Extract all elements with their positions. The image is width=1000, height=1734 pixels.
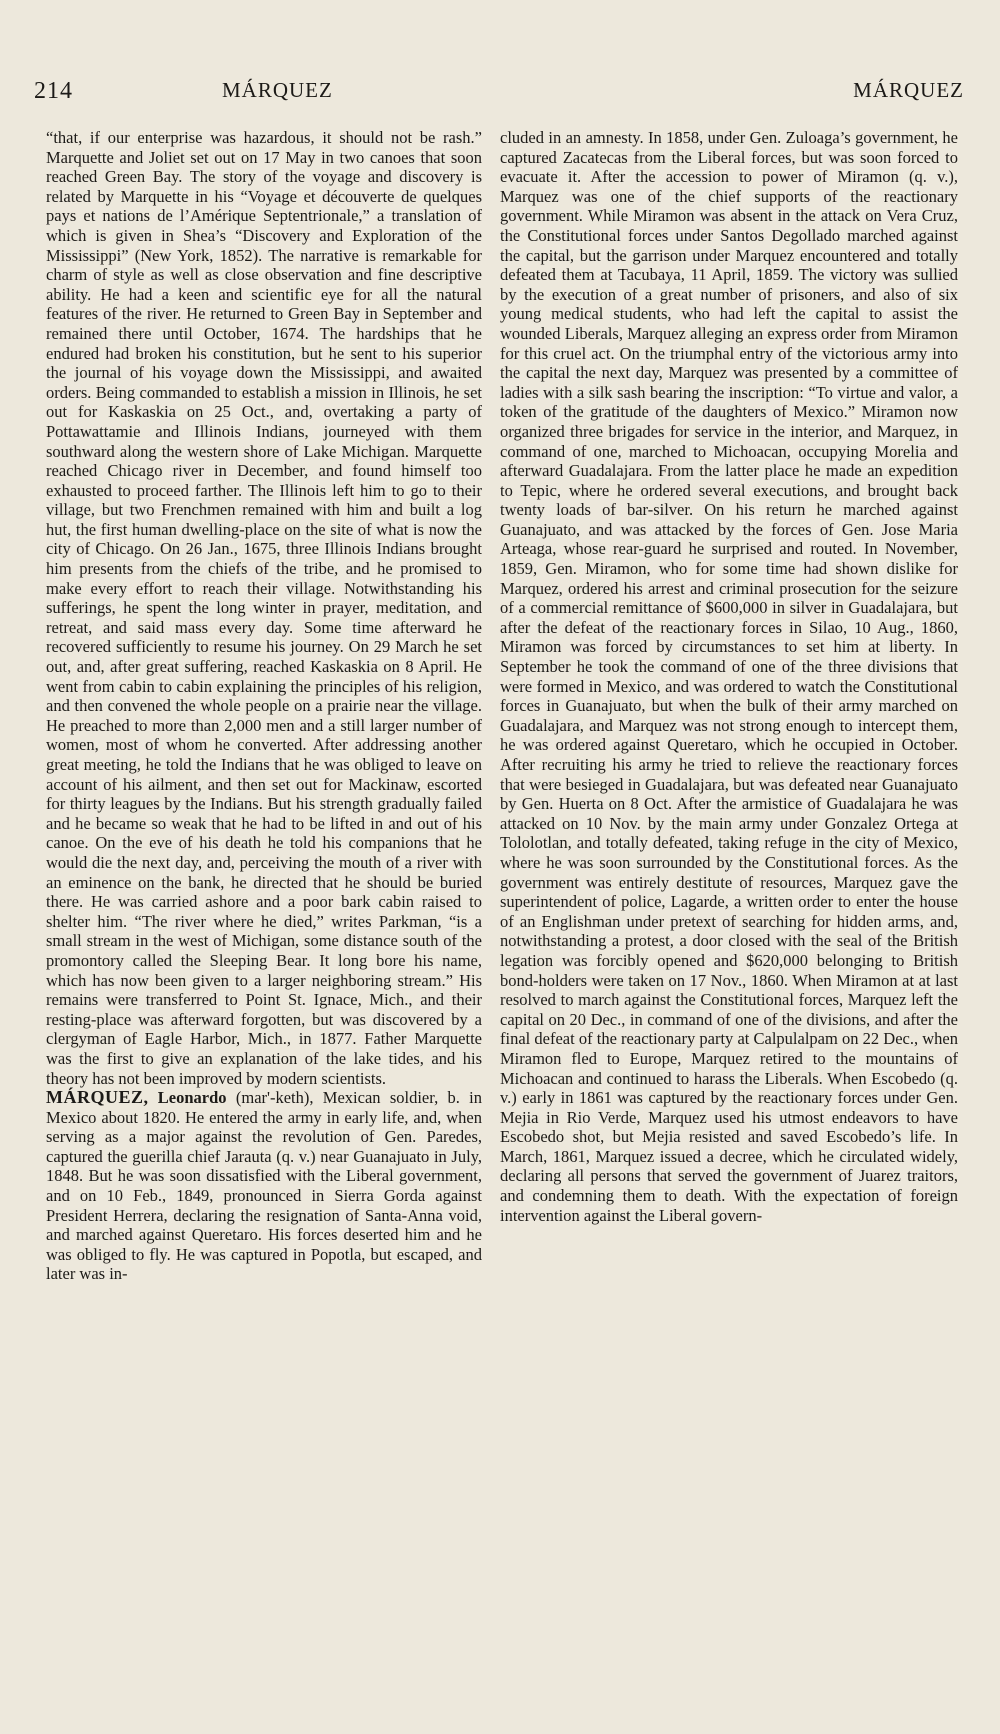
- page-number: 214: [34, 78, 73, 104]
- left-column: [46, 128, 482, 1658]
- page-header: [34, 78, 964, 108]
- running-head-left: MÁRQUEZ: [222, 78, 333, 102]
- entry-forename: Leonardo: [157, 1088, 227, 1108]
- marquette-entry-continuation: “that, if our enterprise was hazardous, it should not be rash.” Marquette and Joliet set out on 17 May in two canoes that soon reached Green Bay. The story of the voyage and discovery is related by Marquette in his “Voyage et découverte de quelques pays et nations de l’Amérique Septentrionale,” a translation of which is given in Shea’s “Discovery and Exploration of the Mississippi” (New York, 1852). The narrative is remarkable for charm of style as well as close observation and fine descriptive ability. He had a keen and scientific eye for all the natural features of the river. He returned to Green Bay in September and remained there until October, 1674. The hardships that he endured had broken his constitution, but he sent to his superior the journal of his voyage down the Mississippi, and awaited orders. Being commanded to establish a mission in Illinois, he set out for Kaskaskia on 25 Oct., and, overtaking a party of Pottawattamie and Illinois Indians, journeyed with them southward along the western shore of Lake Michigan. Marquette reached Chicago river in December, and found himself too exhausted to proceed farther. The Illinois left him to go to their village, but two Frenchmen remained with him and built a log hut, the first human dwelling-place on the site of what is now the city of Chicago. On 26 Jan., 1675, three Illinois Indians brought him presents from the chiefs of the tribe, and he promised to make every effort to reach their village. Notwithstanding his sufferings, he spent the long winter in prayer, meditation, and retreat, and said mass every day. Some time afterward he recovered sufficiently to resume his journey. On 29 March he set out, and, after great suffering, reached Kaskaskia on 8 April. He went from cabin to cabin explaining the principles of his religion, and then convened the whole people on a prairie near the village. He preached to more than 2,000 men and a still larger number of women, most of whom he converted. After addressing another great meeting, he told the Indians that he was obliged to leave on account of his ailment, and then set out for Mackinaw, escorted for thirty leagues by the Indians. But his strength gradually failed and he became so weak that he had to be lifted in and out of his canoe. On the eve of his death he told his companions that he would die the next day, and, perceiving the mouth of a river with an eminence on the bank, he directed that he should be buried there. He was carried ashore and a poor bark cabin raised to shelter him. “The river where he died,” writes Parkman, “is a small stream in the west of Michigan, some distance south of the promontory called the Sleeping Bear. It long bore his name, which has now been given to a larger neighboring stream.” His remains were transferred to Point St. Ignace, Mich., and their resting-place was afterward forgotten, but was discovered by a clergyman of Eagle Harbor, Mich., in 1877. Father Marquette was the first to give an explanation of the lake tides, and his theory has not been improved by modern scientists.: [46, 128, 482, 1088]
- marquez-entry-continuation: cluded in an amnesty. In 1858, under Gen. Zuloaga’s government, he captured Zacatecas from the Liberal forces, but was soon forced to evacuate it. After the accession to power of Miramon (q. v.), Marquez was one of the chief supports of the reactionary government. While Miramon was absent in the attack on Vera Cruz, the Constitutional forces under Santos Degollado marched against the capital, but the garrison under Marquez encountered and totally defeated them at Tacubaya, 11 April, 1859. The victory was sullied by the execution of a great number of prisoners, and also of six young medical students, who had left the capital to assist the wounded Liberals, Marquez alleging an express order from Miramon for this cruel act. On the triumphal entry of the victorious army into the capital the next day, Marquez was presented by a committee of ladies with a silk sash bearing the inscription: “To virtue and valor, a token of the gratitude of the daughters of Mexico.” Miramon now organized three brigades for service in the interior, and Marquez, in command of one, marched to Michoacan, occupying Morelia and afterward Guadalajara. From the latter place he made an expedition to Tepic, where he ordered several executions, and brought back twenty loads of bar-silver. On his return he marched against Guanajuato, and was attacked by the forces of Gen. Jose Maria Arteaga, whose rear-guard he surprised and routed. In November, 1859, Gen. Miramon, who for some time had shown dislike for Marquez, ordered his arrest and criminal prosecution for the seizure of a commercial remittance of $600,000 in silver in Guadalajara, but after the defeat of the reactionary forces in Silao, 10 Aug., 1860, Miramon was forced by circumstances to set him at liberty. In September he took the command of one of the three divisions that were formed in Mexico, and was ordered to watch the Constitutional forces in Guanajuato, but when the bulk of their army marched on Guadalajara, and Marquez was not strong enough to intercept them, he was ordered against Queretaro, which he occupied in October. After recruiting his army he tried to relieve the reactionary forces that were besieged in Guadalajara, but was defeated near Guanajuato by Gen. Huerta on 8 Oct. After the armistice of Guadalajara he was attacked on 10 Nov. by the main army under Gonzalez Ortega at Tololotlan, and totally defeated, taking refuge in the city of Mexico, where he was soon surrounded by the Constitutional forces. As the government was entirely destitute of resources, Marquez gave the superintendent of police, Lagarde, a written order to enter the house of an Englishman under pretext of searching for hidden arms, and, notwithstanding a protest, a door closed with the seal of the British legation was forcibly opened and $620,000 belonging to British bond-holders were taken on 17 Nov., 1860. When Miramon at at last resolved to march against the Constitutional forces, Marquez left the capital on 20 Dec., in command of one of the divisions, and after the final defeat of the reactionary party at Calpulalpam on 22 Dec., when Miramon fled to Europe, Marquez retired to the mountains of Michoacan and continued to harass the Liberals. When Escobedo (q. v.) early in 1861 was captured by the reactionary forces under Gen. Mejia in Rio Verde, Marquez used his utmost endeavors to have Escobedo shot, but Mejia resisted and saved Escobedo’s life. In March, 1861, Marquez issued a decree, which he circulated widely, declaring all persons that served the government of Juarez traitors, and condemning them to death. With the expectation of foreign intervention against the Liberal govern-: [500, 128, 958, 1225]
- entry-body: (mar'-keth), Mexican soldier, b. in Mexico about 1820. He entered the army in early life, and, when serving as a major against the revolution of Gen. Paredes, captured the guerilla chief Jarauta (q. v.) near Guanajuato in July, 1848. But he was soon dissatisfied with the Liberal government, and on 10 Feb., 1849, pronounced in Sierra Gorda against President Herrera, declaring the resignation of Santa-Anna void, and marched against Queretaro. His forces deserted him and he was obliged to fly. He was captured in Popotla, but escaped, and later was in-: [46, 1088, 482, 1284]
- right-column: [500, 128, 958, 1658]
- entry-headword: MÁRQUEZ,: [46, 1087, 149, 1108]
- running-head-right: MÁRQUEZ: [853, 78, 964, 102]
- marquez-entry: [46, 1088, 482, 1284]
